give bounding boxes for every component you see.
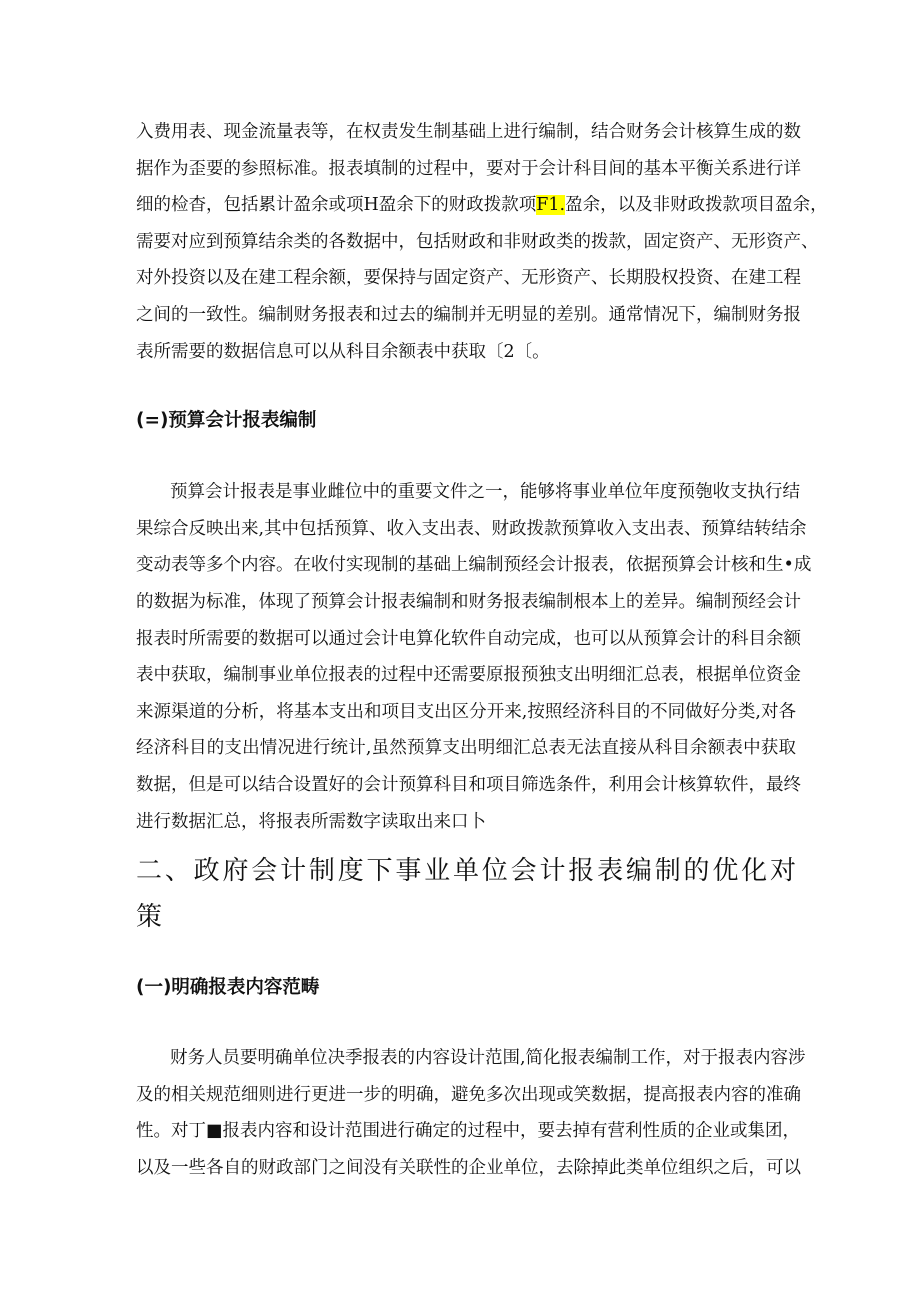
text-line: 入费用表、现金流量表等，在权责发生制基础上进行编制，结合财务会计核算生成的数 bbox=[136, 122, 801, 142]
text-line: 变动表等多个内容。在收付实现制的基础上编制预经会计报表，依据预算会计核和生•成 bbox=[136, 555, 812, 576]
section-heading-line: 策 bbox=[136, 902, 163, 933]
paragraph-budget-report bbox=[136, 474, 812, 840]
text-line: 之间的一致性。编制财务报表和过去的编制并无明显的差别。通常情况下，编制财务报 bbox=[136, 304, 801, 325]
text-line: 表中获取，编制事业单位报表的过程中还需要原报预独支出明细汇总表，根据单位资金 bbox=[136, 665, 801, 686]
text-span: 细的检杳，包括累计盈余或项H盈余下的财政拨款项 bbox=[136, 195, 537, 216]
text-line: 对外投资以及在建工程余额，要保持与固定资产、无形资产、长期股权投资、在建工程 bbox=[136, 268, 801, 289]
paragraph-clarify-content bbox=[136, 1040, 806, 1186]
text-line: 来源渠道的分析，将基本支出和项目支出区分开来,按照经济科目的不同做好分类,对各 bbox=[136, 701, 796, 722]
text-line: 报表时所需要的数据可以通过会计电算化软件自动完成，也可以从预算会计的科目余额 bbox=[136, 628, 801, 649]
text-line: 性。对丁■报表内容和设计范围进行确定的过程中，要去掉有营利性质的企业或集团， bbox=[136, 1121, 801, 1142]
text-line bbox=[136, 187, 828, 224]
document-page bbox=[136, 114, 828, 1186]
section-heading bbox=[136, 848, 796, 940]
text-line: 据作为歪要的参照标准。报表填制的过程中，要对于会计科目间的基本平衡关系进行详 bbox=[136, 158, 801, 179]
text-line: 以及一些各自的财政部门之间没有关联性的企业单位，去除掉此类单位组织之后，可以 bbox=[136, 1157, 801, 1178]
text-span: 盈余，以及非财政拨款项目盈余， bbox=[565, 195, 828, 216]
text-line: 进行数据汇总，将报表所需数字读取出来口卜 bbox=[136, 811, 486, 832]
text-line: 需要对应到预算结余类的各数据中，包括财政和非财政类的拨款，固定资产、无形资产、 bbox=[136, 231, 819, 252]
text-line: 表所需要的数据信息可以从科目余额表中获取〔2〔。 bbox=[136, 341, 550, 362]
text-line: 经济科目的支出情况进行统计,虽然预算支出明细汇总表无法直接从科目余额表中获取 bbox=[136, 738, 796, 759]
text-line: 及的相关规范细则进行更进一步的明确，避免多次出现或笑数据，提高报表内容的准确 bbox=[136, 1084, 801, 1105]
section-heading-line: 二、政府会计制度下事业单位会计报表编制的优化对 bbox=[136, 856, 796, 887]
subheading-budget-report: (=)预算会计报表编制 bbox=[136, 410, 317, 432]
text-line: 果综合反映出来,其中包括预算、收入支出表、财政拨款预算收入支出表、预算结转结余 bbox=[136, 518, 807, 539]
text-line: 预算会计报表是事业雌位中的重要文件之一，能够将事业单位年度预匏收支执行结 bbox=[170, 482, 800, 503]
text-line: 数据，但是可以结合设置好的会计预算科目和项目筛选条件，利用会计核算软件，最终 bbox=[136, 774, 801, 795]
highlighted-text: F1. bbox=[536, 195, 566, 216]
text-line: 的数据为标准，体现了预算会计报表编制和财务报表编制根本上的差异。编制预经会计 bbox=[136, 591, 801, 612]
subheading-clarify-content: (一)明确报表内容范畴 bbox=[136, 977, 320, 999]
text-line: 财务人员要明确单位决季报表的内容设计范围,简化报表编制工作，对于报表内容涉 bbox=[170, 1048, 806, 1069]
paragraph-financial-report bbox=[136, 114, 828, 370]
